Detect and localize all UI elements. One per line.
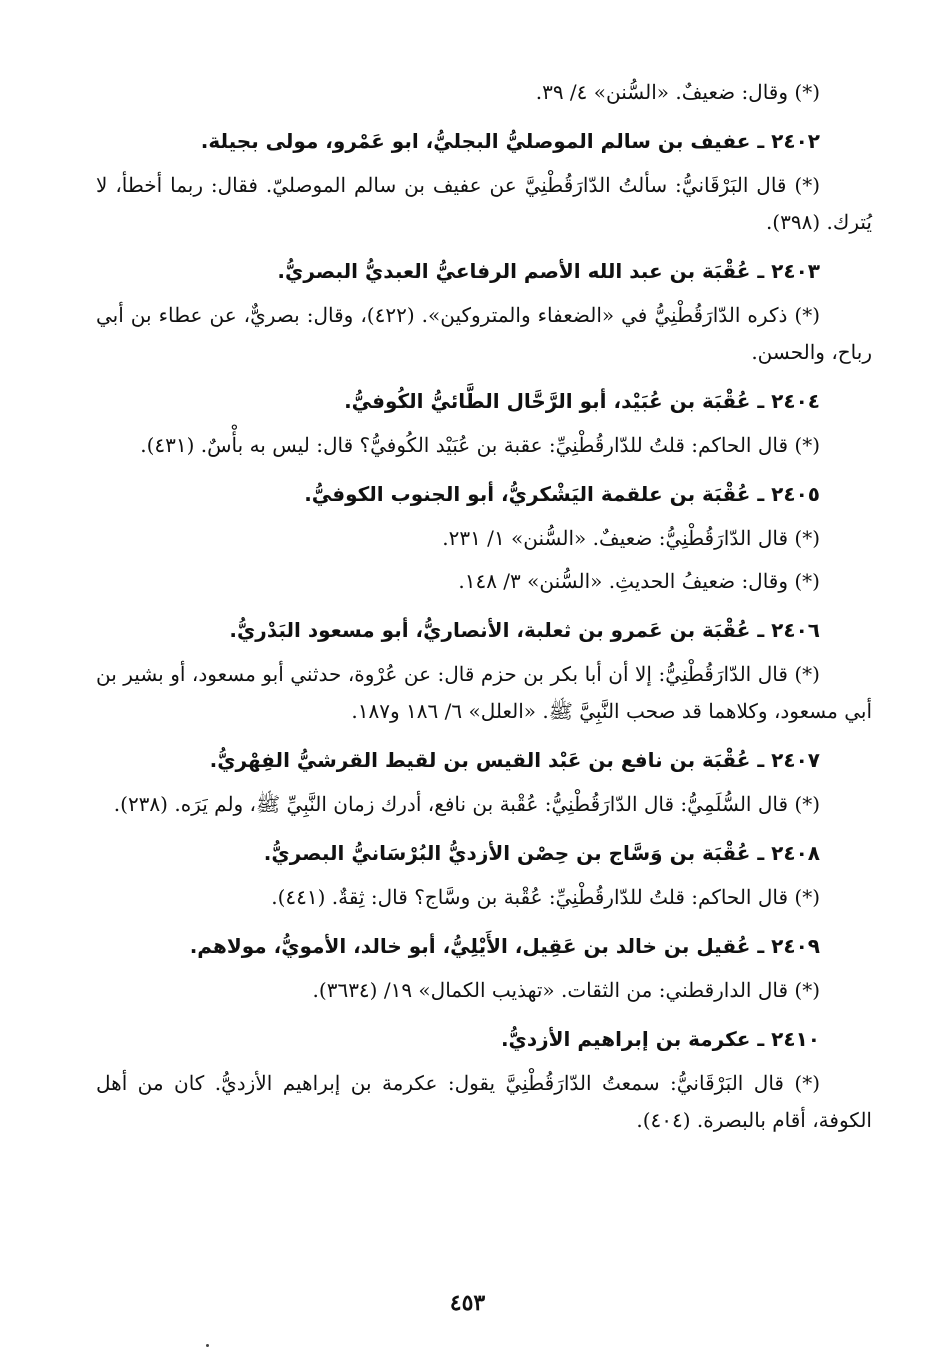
scan-speck [206, 1344, 209, 1347]
entry-heading: ٢٤٠٧ ـ عُقْبَة بن نافع بن عَبْد القيس بن لقيط القرشيُّ الفِهْريُّ. [209, 748, 820, 772]
entry-2409 [96, 930, 872, 1009]
comment-line: (*) ذكره الدّارَقُطْنِيُّ في «الضعفاء والمتروكين». (٤٢٢)، وقال: بصريٌّ، عن عطاء بن أبي رباح، والحسن. [96, 303, 872, 364]
comment-line: (*) قال الحاكم: قلتُ للدّارقُطْنِيِّ: عقبة بن عُبَيْد الكُوفيُّ؟ قال: ليس به بأْسٌ. (٤٣١). [140, 433, 820, 457]
entry-heading: ٢٤١٠ ـ عكرمة بن إبراهيم الأزديُّ. [500, 1027, 820, 1051]
comment-line: (*) قال الدّارَقُطْنِيُّ: ضعيفٌ. «السُّنن» ١/ ٢٣١. [442, 526, 820, 550]
entry-2406 [96, 614, 872, 730]
entry-2407 [96, 744, 872, 823]
comment-line: (*) قال الحاكم: قلتُ للدّارقُطْنِيِّ: عُقْبة بن وسَّاج؟ قال: ثِقةٌ. (٤٤١). [271, 885, 820, 909]
comment-line: (*) قال البَرْقَانيُّ: سمعتُ الدّارَقُطْنِيَّ يقول: عكرمة بن إبراهيم الأزديُّ. كان من أهل الكوفة، أقام بالبصرة. (٤٠٤). [96, 1071, 872, 1132]
page-number: ٤٥٣ [449, 1290, 486, 1316]
entry-heading: ٢٤٠٥ ـ عُقْبَة بن علقمة اليَشْكريُّ، أبو الجنوب الكوفيُّ. [304, 482, 820, 506]
page-body [96, 74, 872, 1145]
entry-2408 [96, 837, 872, 916]
entry-2403 [96, 255, 872, 371]
entry-heading: ٢٤٠٨ ـ عُقْبَة بن وَسَّاج بن حِصْن الأزديُّ البُرْسَانيُّ البصريُّ. [263, 841, 820, 865]
entry-2410 [96, 1023, 872, 1139]
entry-2402 [96, 125, 872, 241]
comment-line: (*) وقال: ضعيفُ الحديثِ. «السُّنن» ٣/ ١٤٨. [458, 569, 820, 593]
comment-line: (*) قال البَرْقَانيُّ: سألتُ الدّارَقُطْنِيَّ عن عفيف بن سالم الموصليّ. فقال: ربما أخطأ، لا يُترك. (٣٩٨). [96, 173, 872, 234]
comment-line: (*) قال السُّلَمِيُّ: قال الدّارَقُطْنِيُّ: عُقْبة بن نافع، أدرك زمان النَّبِيِّ ﷺ، ولم يَرَه. (٢٣٨). [113, 792, 820, 816]
comment-line: (*) وقال: ضعيفٌ. «السُّنن» ٤/ ٣٩. [535, 80, 820, 104]
entry-heading: ٢٤٠٣ ـ عُقْبَة بن عبد الله الأصم الرفاعيُّ العبديُّ البصريُّ. [277, 259, 820, 283]
entry-2404 [96, 385, 872, 464]
comment-line: (*) قال الدّارَقُطْنِيُّ: إلا أن أبا بكر بن حزم قال: عن عُرْوة، حدثني أبو مسعود، أو بشير بن أبي مسعود، وكلاهما قد صحب النَّبِيَّ ﷺ. «العلل» ٦/ ١٨٦ و١٨٧. [96, 662, 872, 723]
entry-heading: ٢٤٠٦ ـ عُقْبَة بن عَمرو بن ثعلبة، الأنصاريُّ، أبو مسعود البَدْريُّ. [229, 618, 820, 642]
entry-2405 [96, 478, 872, 600]
comment-line: (*) قال الدارقطني: من الثقات. «تهذيب الكمال» ١٩/ (٣٦٣٤). [312, 978, 820, 1002]
entry-heading: ٢٤٠٤ ـ عُقْبَة بن عُبَيْد، أبو الرَّحَّال الطَّائيُّ الكُوفيُّ. [344, 389, 820, 413]
entry-heading: ٢٤٠٩ ـ عُقيل بن خالد بن عَقِيل، الأَيْلِيُّ، أبو خالد، الأمويُّ، مولاهم. [189, 934, 820, 958]
entry-heading: ٢٤٠٢ ـ عفيف بن سالم الموصليُّ البجليُّ، ابو عَمْرو، مولى بجيلة. [200, 129, 820, 153]
